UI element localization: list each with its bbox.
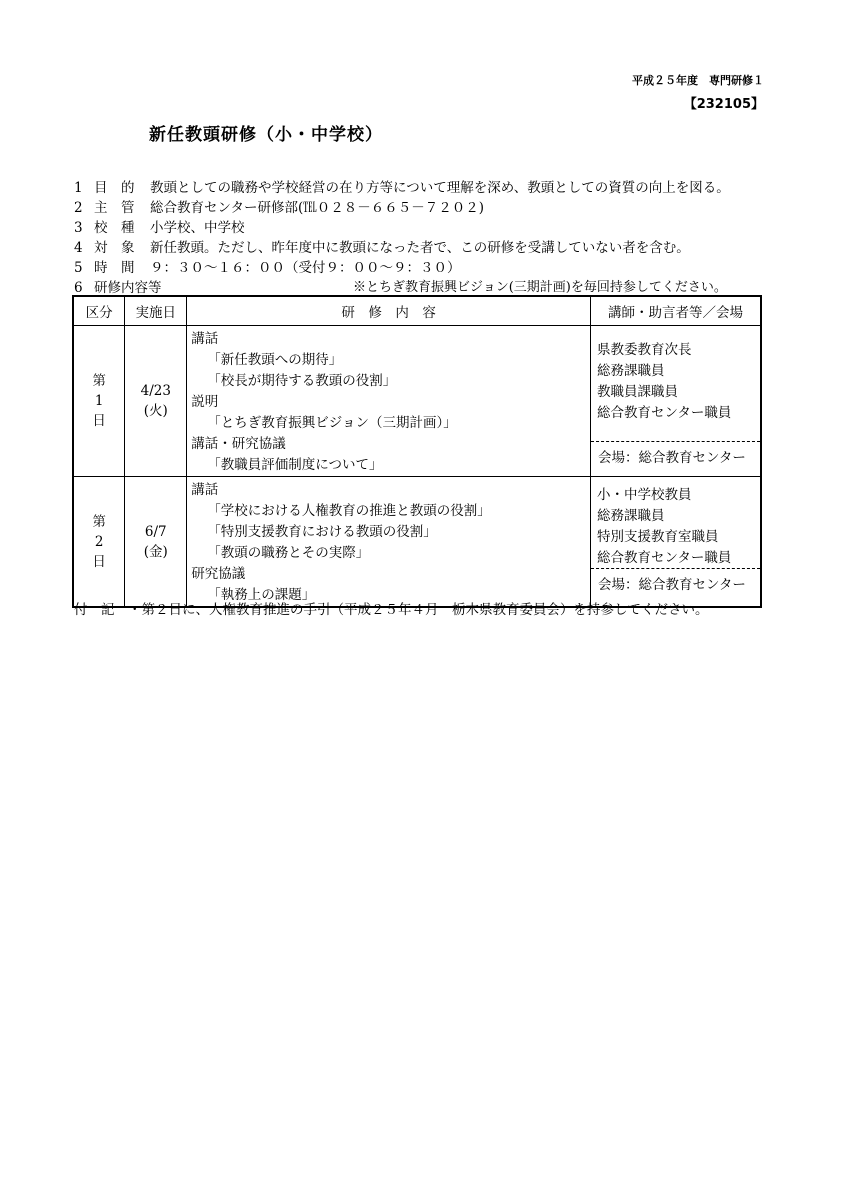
content-line: 「新任教頭への期待」: [207, 352, 343, 368]
lecturer: 県教委教育次長: [596, 342, 692, 358]
item-time: 5 時 間 ９：３０～１６：００（受付９：００～９：３０）: [74, 260, 461, 276]
content-line: 講話・研究協議: [191, 436, 286, 452]
weekday: (金): [143, 543, 168, 560]
item-target: 4 対 象 新任教頭。ただし、昨年度中に教頭になった者で、この研修を受講していない者を含む。: [74, 240, 690, 256]
date-cell: [125, 326, 187, 477]
col-header-content: 研 修 内 容: [187, 296, 591, 326]
content-cell: [187, 326, 591, 477]
day-label: 第 1 日: [73, 326, 125, 477]
content-line: 説明: [191, 394, 219, 410]
col-header-lecturer: 講師・助言者等／会場: [590, 296, 761, 326]
table-row: [73, 326, 761, 477]
content-line: 「とちぎ教育振興ビジョン（三期計画）」: [207, 415, 457, 431]
content-line: 「教職員評価制度について」: [207, 457, 383, 473]
lecturer: 教職員課職員: [596, 384, 678, 400]
content-line: 「特別支援教育における教頭の役割」: [207, 524, 437, 540]
schedule-table: [72, 295, 762, 608]
content-line: 「教頭の職務とその実際」: [207, 545, 370, 561]
col-header-date: 実施日: [125, 296, 187, 326]
content-cell: [187, 477, 591, 608]
weekday: (火): [143, 403, 168, 419]
content-line: 「執務上の課題」: [207, 587, 316, 603]
date-cell: [125, 477, 187, 608]
lecturer-cell: [590, 477, 761, 608]
date: 6/7: [144, 523, 167, 540]
course-code: 【232105】: [683, 97, 764, 112]
day-label: 第 2 日: [73, 477, 125, 608]
footer-note: 付 記 ・第２日に、人権教育推進の手引（平成２５年４月 栃木県教育委員会）を持参してください。: [74, 602, 709, 618]
venue: 会場：総合教育センター: [591, 441, 760, 468]
content-line: 「学校における人権教育の推進と教頭の役割」: [207, 503, 491, 519]
col-header-category: 区分: [73, 296, 125, 326]
content-line: 講話: [191, 331, 219, 347]
table-row: [73, 477, 761, 608]
content-line: 「校長が期待する教頭の役割」: [207, 373, 397, 389]
item-school-type: 3 校 種 小学校、中学校: [74, 220, 245, 236]
date: 4/23: [140, 383, 171, 399]
lecturer: 総合教育センター職員: [596, 405, 732, 421]
lecturer-cell: [590, 326, 761, 477]
page-title: 新任教頭研修（小・中学校）: [149, 125, 383, 145]
lecturer: 総務課職員: [596, 363, 665, 379]
content-line: 研究協議: [191, 566, 246, 582]
lecturer: 総合教育センター職員: [596, 550, 732, 566]
venue: 会場：総合教育センター: [591, 568, 760, 595]
item-purpose: 1 目 的 教頭としての職務や学校経営の在り方等について理解を深め、教頭としての資質の向上を図る。: [74, 180, 730, 196]
lecturer: 特別支援教育室職員: [596, 529, 719, 545]
lecturer: 総務課職員: [596, 508, 665, 524]
item-content: 6 研修内容等: [74, 280, 162, 296]
table-header-row: [73, 296, 761, 326]
bring-vision-note: ※とちぎ教育振興ビジョン(三期計画)を毎回持参してください。: [353, 280, 727, 295]
content-line: 講話: [191, 482, 219, 498]
year-course-label: 平成２５年度 専門研修１: [632, 74, 764, 87]
lecturer: 小・中学校教員: [596, 487, 692, 503]
item-organizer: 2 主 管 総合教育センター研修部(℡０２８－６６５－７２０２): [74, 200, 484, 216]
